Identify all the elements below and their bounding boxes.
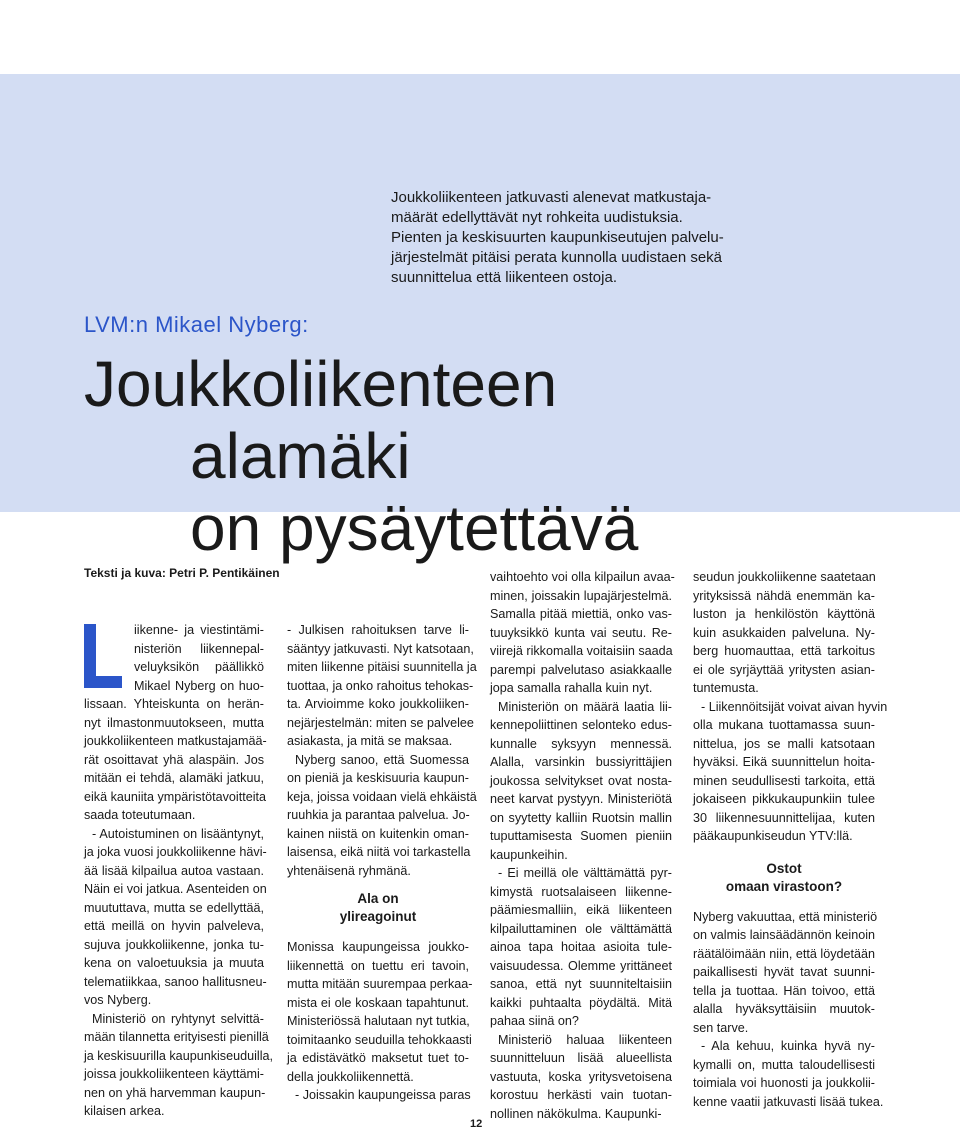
text-line: pääkaupunkiseudun YTV:llä. (693, 829, 853, 843)
text-line: kennepoliittinen selonteko edus- (490, 718, 672, 732)
lead-line: suunnittelua että liikenteen ostoja. (391, 269, 617, 286)
text-line: neet karvat pystyyn. Ministeriötä (490, 792, 672, 806)
text-line: joissa joukkoliikenteen käyttämi- (84, 1067, 264, 1081)
headline-line: Joukkoliikenteen (84, 348, 558, 420)
text-line: on valmis lainsäädännön keinoin (693, 928, 876, 942)
text-line: liikennettä on tuettu eri tavoin, (287, 958, 469, 973)
text-line: kaupunkeihin. (490, 847, 568, 862)
text-line: suunnitteluun lisää alueellista (490, 1051, 672, 1065)
text-line: hyväksi. Eikä suunnittelun hoita- (693, 755, 875, 769)
text-line: tuuyksikkö kunta vai seutu. Re- (490, 625, 672, 640)
text-line: yrityksissä nähdä enemmän ka- (693, 588, 875, 603)
text-line: Näin ei voi jatkua. Asenteiden on (84, 882, 267, 896)
text-line: muututtava, mutta se edellyttää, (84, 900, 264, 915)
text-line: toimitaanko seuduilla tehokkaasti (287, 1032, 472, 1047)
text-line: nejärjestelmän: miten se palvelee (287, 715, 474, 730)
text-line: telematiikkaa, sanoo hallitusneu- (84, 974, 267, 989)
text-line: eikä kauniita ympäristötavoitteita (84, 789, 267, 804)
column-2-body (287, 621, 477, 880)
text-line: että meillä on hyvin palveleva, (84, 919, 264, 933)
text-line: paikallisesti hyvät tavat suunni- (693, 965, 875, 979)
text-line: Ministeriö haluaa liikenteen (498, 1032, 672, 1047)
text-line: mitään ei tehdä, alamäki jatkuu, (84, 771, 264, 785)
header-banner (0, 74, 960, 564)
text-line: kenne vaatii jatkuvasti lisää tukea. (693, 1094, 884, 1109)
text-line: yhtenäisenä ryhmänä. (287, 863, 411, 878)
text-line: vos Nyberg. (84, 993, 152, 1007)
column-3 (490, 568, 675, 1123)
text-line: luston ja henkilöstön käyttönä (693, 607, 875, 621)
text-line: seudun joukkoliikenne saatetaan (693, 570, 876, 584)
text-line: kimystä ruotsalaiseen liikenne- (490, 884, 672, 899)
text-line: Alalla, varsinkin bussiyrittäjien (490, 755, 672, 769)
paragraph (693, 698, 888, 846)
text-line: veluyksikön päällikkö (134, 660, 264, 674)
text-line: saada toteutumaan. (84, 808, 196, 822)
column-4 (693, 568, 888, 1111)
subheading-ostot (693, 860, 875, 896)
text-line: ja edistävätkö maksetut tuet to- (287, 1051, 469, 1065)
paragraph (287, 1086, 469, 1105)
text-line: alalla hyväksyttäisiin muutok- (693, 1002, 875, 1016)
text-line: - Ala kehuu, kuinka hyvä ny- (701, 1039, 875, 1053)
text-line: parempi palvelutaso asiakkaalle (490, 662, 672, 677)
subheading-line: Ostot (766, 860, 802, 876)
text-line: Ministeriön on määrä laatia lii- (498, 699, 672, 714)
paragraph (693, 908, 878, 1038)
column-4-body-continued (693, 908, 884, 1112)
lead-line: määrät edellyttävät nyt rohkeita uudistuksia. (391, 209, 683, 226)
text-line: on pieniä ja keskisuuria kaupun- (287, 771, 469, 785)
text-line: joukossa selvitykset ovat nosta- (490, 773, 672, 788)
text-line: korostuu herkästi vain tuotan- (490, 1088, 672, 1102)
text-line: pahaa siinä on? (490, 1014, 579, 1028)
column-1-body (84, 695, 274, 1121)
text-line: ta. Arvioimme koko joukkoliiken- (287, 697, 469, 711)
paragraph (693, 568, 875, 698)
text-line: ainoa tapa hoitaa asioita tule- (490, 940, 672, 954)
text-line: miten liikenne pitäisi suunnitella ja (287, 660, 477, 674)
byline: Teksti ja kuva: Petri P. Pentikäinen (84, 566, 280, 580)
text-line: minen, joissakin lupajärjestelmä. (490, 588, 672, 603)
subheading-line: Ala on (357, 891, 399, 906)
lead-paragraph (391, 188, 831, 288)
column-3-body (490, 568, 675, 1123)
text-line: ja keskisuurilla kaupunkiseuduilla, (84, 1048, 274, 1063)
text-line: Samalla pitää miettiä, onko vas- (490, 607, 672, 621)
text-line: nollinen näkökulma. Kaupunki- (490, 1106, 662, 1121)
text-line: della joukkoliikennettä. (287, 1069, 414, 1084)
text-line: iikenne- ja viestintämi- (134, 623, 264, 637)
paragraph (287, 751, 477, 881)
text-line: olla mukana tuottamassa suun- (693, 718, 875, 732)
text-line: viirejä rikkomalla voitaisiin saada (490, 644, 673, 658)
text-line: 30 liikennesuunnittelijaa, kuten (693, 810, 875, 825)
text-line: tuottaa, ja onko rahoitus tehokas- (287, 678, 474, 693)
text-line: ää lisää kilpailua autoa vastaan. (84, 863, 264, 878)
text-line: on syytetty kalliin Ruotsin mallin (490, 810, 672, 825)
paragraph (84, 825, 267, 1010)
text-line: kuin asukkaiden palveluna. Ny- (693, 625, 875, 640)
paragraph (693, 1037, 884, 1111)
text-line: sen tarve. (693, 1020, 749, 1035)
text-line: minen seudullisesti tarkoita, että (693, 773, 875, 788)
text-line: tuputtamisesta Suomen pieniin (490, 829, 672, 843)
text-line: Mikael Nyberg on huo- (134, 678, 264, 693)
column-2 (287, 621, 477, 1105)
paragraph (84, 1010, 274, 1121)
text-line: kilpailuttaminen ole välttämättä (490, 921, 672, 936)
text-line: mutta mitään suurempaa perkaa- (287, 977, 473, 991)
text-line: mään tilannetta erityisesti pienillä (84, 1030, 269, 1044)
text-line: lissaan. Yhteiskunta on herän- (84, 697, 264, 711)
page-number: 12 (470, 1118, 483, 1130)
paragraph (490, 698, 672, 865)
text-line: sääntyy jatkuvasti. Nyt katsotaan, (287, 641, 474, 656)
paragraph (84, 695, 267, 825)
text-line: - Joissakin kaupungeissa paras (295, 1088, 471, 1102)
text-line: tella ja tuottaa. Hän toivoo, että (693, 983, 875, 998)
text-line: berg huomauttaa, että tarkoitus (693, 644, 875, 658)
text-line: tuntemusta. (693, 681, 759, 695)
text-line: jokaiseen pikkukaupunkiin tulee (693, 792, 875, 806)
text-line: Monissa kaupungeissa joukko- (287, 940, 469, 954)
paragraph (490, 568, 675, 698)
text-line: joukkoliikenteen matkustajamää- (84, 734, 267, 748)
column-1 (84, 621, 274, 1121)
column-4-body (693, 568, 888, 846)
paragraph (490, 1031, 672, 1124)
text-line: laisensa, eikä niitä voi tarkastella (287, 845, 471, 859)
text-line: kilaisen arkea. (84, 1104, 165, 1118)
kicker: LVM:n Mikael Nyberg: (84, 312, 309, 337)
subheading-line: ylireagoinut (339, 909, 417, 924)
text-line: Ministeriö on ryhtynyt selvittä- (92, 1011, 264, 1026)
column-2-body-continued (287, 938, 473, 1105)
paragraph (287, 621, 477, 751)
text-line: kymalli on, mutta taloudellisesti (693, 1057, 875, 1072)
text-line: nittelua, jos se malli katsotaan (693, 736, 875, 751)
text-line: kainen niistä on kuitenkin oman- (287, 826, 469, 841)
paragraph (490, 864, 672, 1031)
subheading-line: omaan virastoon? (725, 878, 843, 894)
headline (84, 348, 638, 564)
text-line: - Autoistuminen on lisääntynyt, (92, 826, 264, 841)
text-line: nen on yhä harvemman kaupun- (84, 1085, 266, 1100)
text-line: - Julkisen rahoituksen tarve li- (287, 623, 469, 637)
text-line: - Ei meillä ole välttämättä pyr- (498, 866, 672, 880)
text-line: vaisuudessa. Olemme yrittäneet (490, 958, 672, 973)
text-line: Ministeriössä halutaan nyt tutkia, (287, 1014, 470, 1028)
text-line: Nyberg vakuuttaa, että ministeriö (693, 909, 878, 924)
headline-line: alamäki (190, 420, 411, 492)
headline-line: on pysäytettävä (190, 492, 639, 564)
subheading-ala-on-ylireagoinut (287, 890, 469, 926)
text-line: jopa samalla rahalla kuin nyt. (490, 681, 653, 695)
text-line: vastuuta, koska yritysvetoisena (490, 1069, 672, 1084)
intro-paragraph (84, 621, 264, 695)
text-line: kaikki puhtaalta pöydältä. Mitä (490, 995, 672, 1010)
text-line: ei ole syrjäyttää yritysten asian- (693, 662, 875, 677)
text-line: kunnalle syksyyn mennessä. (490, 736, 672, 751)
text-line: päämiesmalliin, eikä liikenteen (490, 903, 672, 917)
text-line: mista ei ole koskaan tapahtunut. (287, 995, 469, 1010)
text-line: sanoa, että nyt suunniteltaisiin (490, 977, 672, 991)
lead-line: Pienten ja keskisuurten kaupunkiseutujen palvelu- (391, 229, 724, 246)
text-line: kena on valoetuuksia ja muuta (84, 956, 264, 970)
text-line: vaihtoehto voi olla kilpailun avaa- (490, 570, 675, 584)
text-line: Nyberg sanoo, että Suomessa (295, 752, 469, 767)
paragraph (287, 938, 473, 1086)
text-line: räätälöimään niin, että löydetään (693, 946, 876, 961)
text-line: ruuhkia ja parantaa palvelua. Jo- (287, 808, 470, 822)
text-line: asiakasta, ja mitä se maksaa. (287, 734, 453, 748)
text-line: rät osoittavat yhä alaspäin. Jos (84, 752, 264, 767)
lead-line: Joukkoliikenteen jatkuvasti alenevat matkustaja- (391, 189, 712, 206)
lead-line: järjestelmät pitäisi perata kunnolla uudistaen sekä (391, 249, 723, 266)
text-line: keja, joissa voidaan vielä ehkäistä (287, 789, 477, 804)
text-line: nyt ilmastonmuutokseen, mutta (84, 715, 264, 730)
text-line: sujuva joukkoliikenne, jonka tu- (84, 937, 264, 952)
text-line: ja joka vuosi joukkoliikenne hävi- (84, 845, 267, 859)
text-line: nisteriön liikennepal- (134, 641, 264, 656)
text-line: toimiala voi huonosti ja joukkolii- (693, 1076, 875, 1090)
text-line: - Liikennöitsijät voivat aivan hyvin (701, 699, 888, 714)
